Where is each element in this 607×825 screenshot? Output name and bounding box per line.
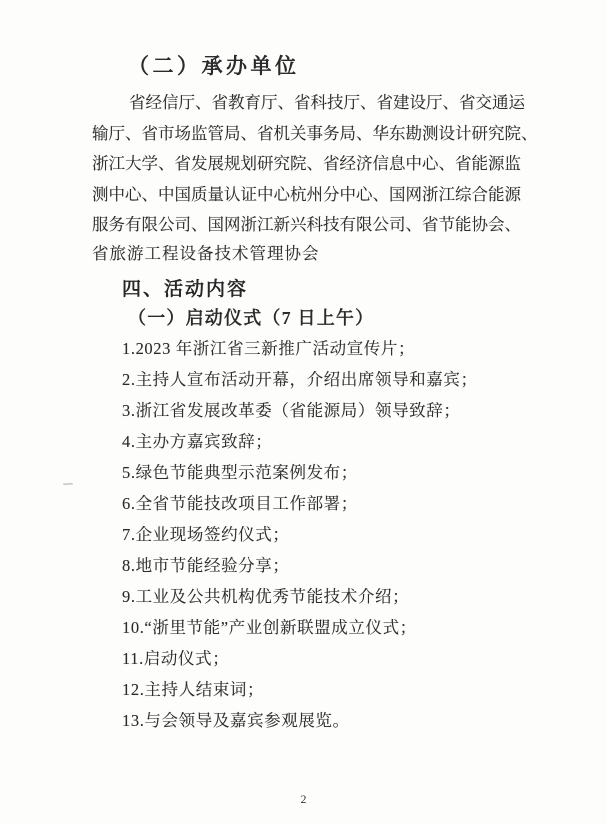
list-item: 2.主持人宣布活动开幕，介绍出席领导和嘉宾； [122,370,478,389]
paragraph-line: 输 厅 、 省 市 场 监 管 局 、 省 机 关 事 务 局 、 华 东 勘 测 设 计 研 究 院 、 [92,123,538,143]
list-item: 3.浙江省发展改革委（省能源局）领导致辞； [122,401,461,420]
scan-artifact [63,483,73,486]
paragraph-line: 省 经 信 厅 、 省 教 育 厅 、 省 科 技 厅 、 省 建 设 厅 、 省 交 通 运 [129,93,525,113]
heading-organizers: （二）承办单位 [128,54,300,78]
heading-section-activities: 四、活动内容 [122,279,249,300]
document-content [92,53,538,736]
paragraph-line: 浙 江 大 学 、 省 发 展 规 划 研 究 院 、 省 经 济 信 息 中 心 、 省 能 源 监 [92,154,521,174]
list-item: 10.“浙里节能”产业创新联盟成立仪式； [122,618,417,637]
paragraph-line: 省旅游工程设备技术管理协会 [92,243,320,263]
list-item: 5.绿色节能典型示范案例发布； [122,463,358,482]
list-item: 1.2023 年浙江省三新推广活动宣传片； [122,339,416,358]
activity-list [122,333,520,736]
paragraph-line: 测 中 心 、 中 国 质 量 认 证 中 心 杭 州 分 中 心 、 国 网 浙 江 综 合 能 源 [92,184,521,204]
list-item: 13.与会领导及嘉宾参观展览。 [122,711,350,730]
heading-launch-ceremony: （一）启动仪式（7 日上午） [128,308,375,328]
list-item: 9.工业及公共机构优秀节能技术介绍； [122,587,410,606]
list-item: 7.企业现场签约仪式； [122,525,290,544]
paragraph-organizers [92,86,538,269]
paragraph-line: 服 务 有 限 公 司 、 国 网 浙 江 新 兴 科 技 有 限 公 司 、 省 节 能 协 会 、 [92,215,521,235]
list-item: 11.启动仪式； [122,649,230,668]
list-item: 12.主持人结束词； [122,680,265,699]
list-item: 4.主办方嘉宾致辞； [122,432,273,451]
list-item: 8.地市节能经验分享； [122,556,290,575]
list-item: 6.全省节能技改项目工作部署； [122,494,358,513]
page-number: 2 [300,792,307,806]
